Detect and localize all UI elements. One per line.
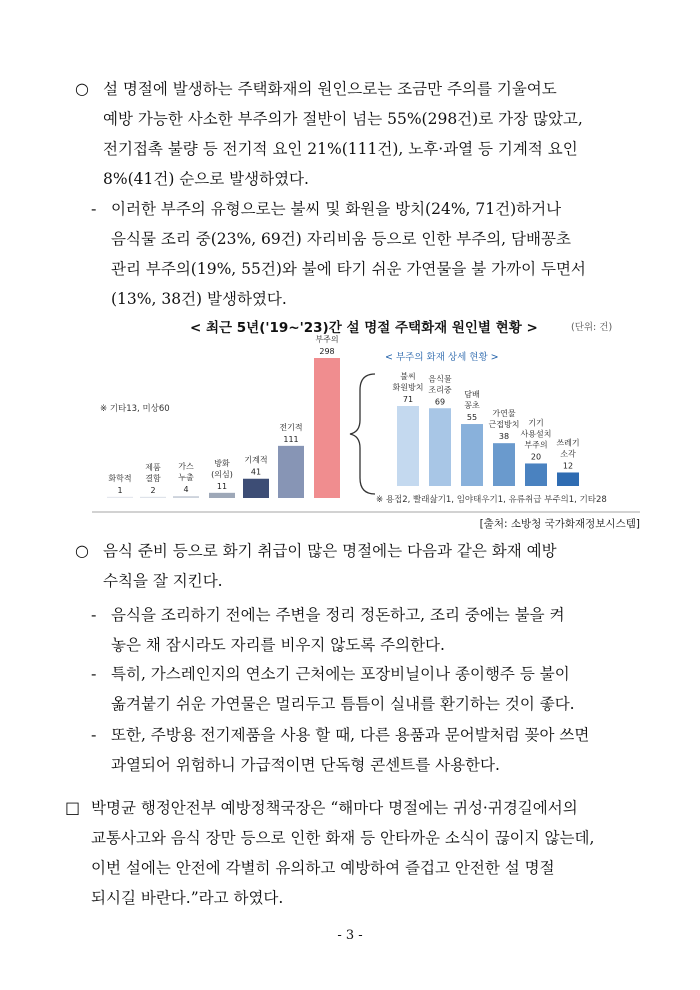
chart-source: [출처: 소방청 국가화재정보시스템] [479,518,640,530]
detail-bar-value: 55 [466,413,478,423]
detail-bar-label: 음식물 [428,374,452,384]
section1-line: 전기접촉 불량 등 전기적 요인 21%(111건), 노후·과열 등 기계적 요인 [103,140,578,158]
main-bar-4 [243,479,269,498]
detail-bar-label: 근접방치 [488,420,520,430]
main-bar-label: 부주의 [315,335,339,344]
main-bar-5 [278,446,304,498]
main-bar-value: 2 [150,485,156,495]
detail-bar-value: 69 [434,397,446,407]
detail-bar-label: 화원방치 [392,383,424,392]
main-bar-label: 제품 [145,462,161,472]
section1-marker: ○ [75,79,89,98]
section3-line: 이번 설에는 안전에 각별히 유의하고 예방하여 즐겁고 안전한 설 명절 [91,859,555,877]
section2-item [111,600,565,660]
main-bar-0 [107,497,133,498]
section1-sub-marker: - [91,199,97,218]
detail-bar-0 [397,406,419,486]
detail-bar-value: 71 [402,395,414,404]
detail-bar-label: 가연물 [492,409,516,419]
detail-bar-4 [525,463,547,486]
section2-item-line: 또한, 주방용 전기제품을 사용 할 때, 다른 용품과 문어발처럼 꽂아 쓰면 [111,726,590,744]
main-bar-value: 4 [183,485,189,495]
detail-bar-label: 사용설치 [520,429,552,439]
detail-bar-1 [429,408,451,486]
main-bar-3 [209,493,235,498]
detail-bar-label: 꽁초 [464,401,480,411]
main-bar-label: 화학적 [108,473,132,483]
detail-bar-value: 20 [530,452,542,462]
section2-item-line: 과열되어 위험하니 가급적이면 단독형 콘센트를 사용한다. [111,756,500,774]
section2-line: 수칙을 잘 지킨다. [103,572,223,590]
section3-marker: □ [65,798,81,817]
main-bar-value: 298 [319,347,335,356]
section3-paragraph [91,793,594,913]
section3-line: 되시길 바란다.”라고 하였다. [91,889,284,907]
brace-icon [350,374,375,494]
detail-bar-value: 12 [562,461,574,471]
main-bar-label: 기계적 [244,455,268,465]
detail-bar-label: 쓰레기 [556,438,580,448]
section1-paragraph [103,74,583,194]
section1-sub-line: 음식물 조리 중(23%, 69건) 자리비움 등으로 인한 부주의, 담배꽁초 [111,230,571,248]
main-bar-6 [314,358,340,498]
section2-item-marker: - [91,664,97,683]
main-bar-label: 결함 [145,473,161,483]
main-chart-group [107,334,340,498]
cause-chart [0,335,700,510]
detail-bar-label: 소각 [560,449,576,459]
section1-line: 8%(41건) 순으로 발생하였다. [103,170,309,188]
main-chart-note: ※ 기타13, 미상60 [100,404,170,414]
chart-title: < 최근 5년('19~'23)간 설 명절 주택화재 원인별 현황 > [190,320,538,336]
main-bar-value: 111 [283,434,299,444]
section3-line: 박명균 행정안전부 예방정책국장은 “해마다 명절에는 귀성·귀경길에서의 [91,799,578,817]
section2-line: 음식 준비 등으로 화기 취급이 많은 명절에는 다음과 같은 화재 예방 [103,542,557,560]
section2-item-marker: - [91,605,97,624]
section2-paragraph [103,536,557,596]
main-bar-label: 가스 [178,462,194,472]
detail-bar-label: 담배 [464,390,480,400]
main-bar-value: 1 [117,485,123,495]
detail-bar-2 [461,424,483,486]
section2-item-marker: - [91,725,97,744]
detail-bar-label: 불씨 [400,372,416,381]
detail-bar-5 [557,472,579,486]
section3-line: 교통사고와 음식 장만 등으로 인한 화재 등 안타까운 소식이 끊이지 않는데, [91,829,595,847]
section1-line: 예방 가능한 사소한 부주의가 절반이 넘는 55%(298건)로 가장 많았고, [103,110,583,128]
section1-sub-line: (13%, 38건) 발생하였다. [111,290,287,308]
detail-bar-3 [493,443,515,486]
section2-marker: ○ [75,541,89,560]
main-bar-1 [140,497,166,498]
section2-item-line: 옮겨붙기 쉬운 가연물은 멀리두고 틈틈이 실내를 환기하는 것이 좋다. [111,695,575,713]
main-bar-value: 41 [250,467,262,477]
main-bar-label: 누출 [178,473,194,483]
main-bar-label: 전기적 [279,422,303,432]
page-number: - 3 - [337,928,363,943]
detail-chart-title: < 부주의 화재 상세 현황 > [385,352,499,363]
detail-bar-label: 부주의 [524,440,548,450]
section2-item [111,659,575,719]
section2-item-line: 음식을 조리하기 전에는 주변을 정리 정돈하고, 조리 중에는 불을 켜 [111,606,565,624]
detail-chart-group [393,371,580,486]
detail-bar-label: 기기 [528,418,544,428]
section1-sub-paragraph [111,194,586,314]
section1-sub-line: 이러한 부주의 유형으로는 불씨 및 화원을 방치(24%, 71건)하거나 [111,200,562,218]
main-bar-label: (의심) [211,469,233,479]
chart-unit: (단위: 건) [571,322,613,333]
detail-chart-note: ※ 용접2, 빨래삶기1, 임야태우기1, 유류취급 부주의1, 기타28 [376,495,607,505]
main-bar-2 [173,496,199,498]
section1-line: 설 명절에 발생하는 주택화재의 원인으로는 조금만 주의를 기울여도 [103,80,557,98]
detail-bar-label: 조리중 [428,385,452,395]
main-bar-label: 방화 [214,458,230,468]
main-bar-value: 11 [216,481,228,491]
section2-item-line: 놓은 채 잠시라도 자리를 비우지 않도록 주의한다. [111,636,445,654]
section2-item [111,720,589,780]
detail-bar-value: 38 [498,432,510,442]
section1-sub-line: 관리 부주의(19%, 55건)와 불에 타기 쉬운 가연물을 불 가까이 두면서 [111,260,586,278]
section2-item-line: 특히, 가스레인지의 연소기 근처에는 포장비닐이나 종이행주 등 불이 [111,665,570,683]
